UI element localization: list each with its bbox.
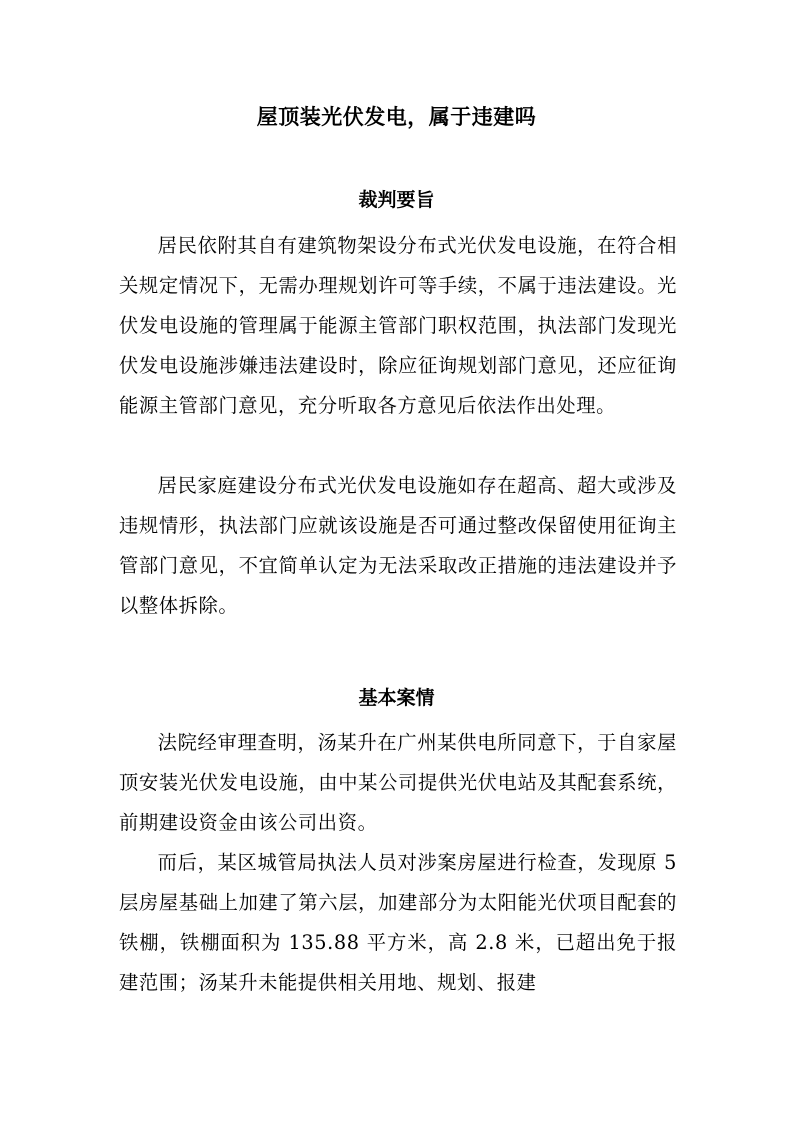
paragraph: 居民家庭建设分布式光伏发电设施如存在超高、超大或涉及违规情形，执法部门应就该设施是否可通过整改保留使用征询主管部门意见，不宜简单认定为无法采取改正措施的违法建设并予以整体拆除。 [119,474,677,617]
paragraph: 而后，某区城管局执法人员对涉案房屋进行检查，发现原 5 层房屋基础上加建了第六层，加建部分为太阳能光伏项目配套的铁棚，铁棚面积为 135.88 平方米，高 2.8 米，已超出免于报建范围；汤某升未能提供相关用地、规划、报建 [119,851,677,994]
section-heading-case-facts: 基本案情 [358,687,435,709]
document-title: 屋顶装光伏发电，属于违建吗 [256,104,537,129]
section-heading-judgment-summary: 裁判要旨 [358,189,435,211]
paragraph: 法院经审理查明，汤某升在广州某供电所同意下，于自家屋顶安装光伏发电设施，由中某公司提供光伏电站及其配套系统，前期建设资金由该公司出资。 [119,731,677,834]
paragraph: 居民依附其自有建筑物架设分布式光伏发电设施，在符合相关规定情况下，无需办理规划许可等手续，不属于违法建设。光伏发电设施的管理属于能源主管部门职权范围，执法部门发现光伏发电设施涉嫌违法建设时，除应征询规划部门意见，还应征询能源主管部门意见，充分听取各方意见后依法作出处理。 [119,234,677,417]
